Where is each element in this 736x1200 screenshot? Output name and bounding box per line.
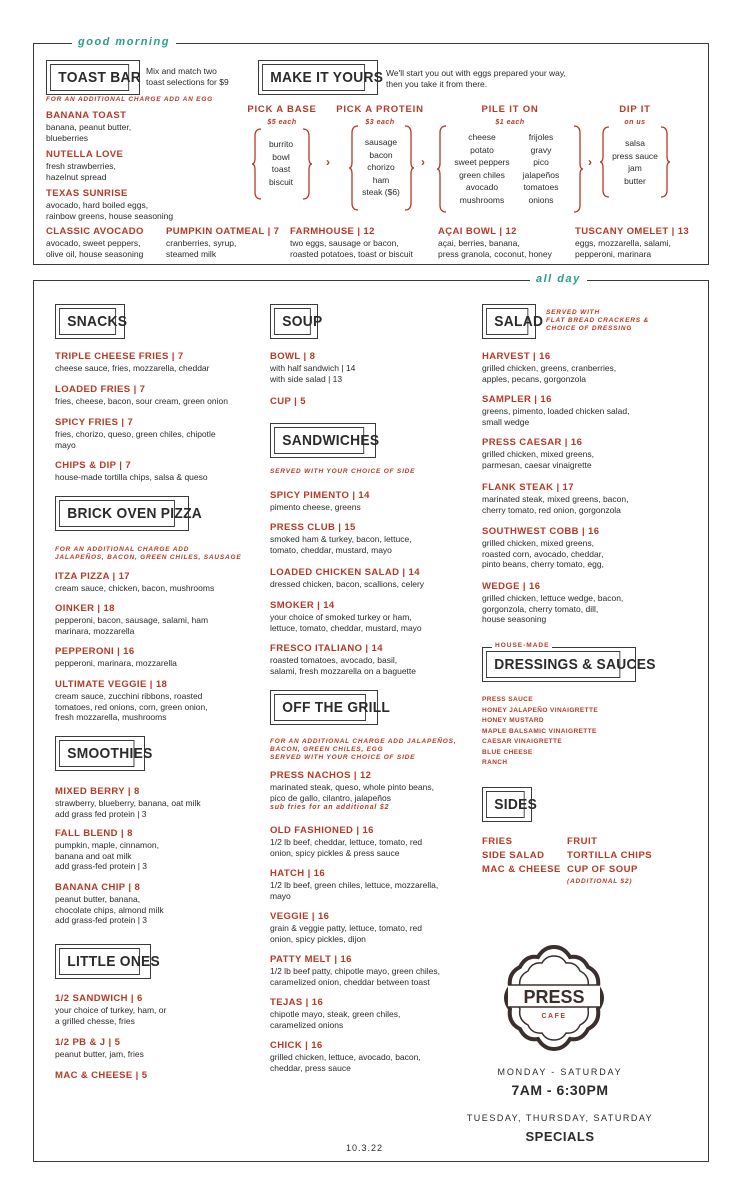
menu-item-spicy-pimento: SPICY PIMENTO | 14 pimento cheese, greens — [270, 490, 370, 512]
menu-item-tuscany-omelet: TUSCANY OMELET | 13 eggs, mozzarella, salami, pepperoni, marinara — [575, 226, 690, 259]
little-ones-heading: LITTLE ONES — [55, 944, 151, 979]
chevron-right-icon: › — [326, 155, 330, 169]
pizza-note: FOR AN ADDITIONAL CHARGE ADD JALAPEÑOS, BACON, GREEN CHILES, SAUSAGE — [55, 546, 242, 561]
sides-col2: FRUIT TORTILLA CHIPS CUP OF SOUP (ADDITIONAL $2) — [567, 836, 653, 885]
make-it-yours-heading: MAKE IT YOURS — [258, 60, 378, 95]
menu-item-southwest-cobb: SOUTHWEST COBB | 16 grilled chicken, mixed greens, roasted corn, avocado, cheddar, pinto beans, cherry tomato, egg, — [482, 526, 604, 569]
menu-item-loaded-fries: LOADED FRIES | 7 fries, cheese, bacon, sour cream, green onion — [55, 384, 228, 406]
menu-item-press-nachos: PRESS NACHOS | 12 marinated steak, queso, whole pinto beans, pico de gallo, cilantro, jalapeños sub fries for an additional $2 — [270, 770, 434, 811]
chevron-right-icon: › — [421, 155, 425, 169]
menu-item-banana-chip: BANANA CHIP | 8 peanut butter, banana, chocolate chips, almond milk add grass-fed protein | 3 — [55, 882, 164, 925]
menu-item-soup-bowl: BOWL | 8 with half sandwich | 14 with side salad | 13 — [270, 351, 356, 384]
logo-sub: CAFE — [541, 1013, 567, 1020]
menu-item-chips-dip: CHIPS & DIP | 7 house-made tortilla chips, salsa & queso — [55, 460, 208, 482]
pile-left-brace-icon — [437, 125, 447, 213]
sandwiches-heading: SANDWICHES — [270, 423, 376, 458]
base-options: burrito bowl toast biscuit — [268, 139, 294, 187]
menu-item-wedge: WEDGE | 16 grilled chicken, lettuce wedge, bacon, gorgonzola, cherry tomato, dill, house seasoning — [482, 581, 624, 624]
pile-price: $1 each — [495, 119, 525, 126]
menu-item-loaded-chicken-salad: LOADED CHICKEN SALAD | 14 dressed chicken, bacon, scallions, celery — [270, 567, 425, 589]
logo-name: PRESS — [523, 987, 585, 1007]
dressings-tag: HOUSE-MADE — [492, 642, 552, 649]
protein-price: $3 each — [365, 119, 395, 126]
menu-item-pumpkin-oatmeal: PUMPKIN OATMEAL | 7 cranberries, syrup, steamed milk — [166, 226, 280, 259]
menu-item-mac-cheese-kids: MAC & CHEESE | 5 — [55, 1070, 148, 1081]
dressings-list: PRESS SAUCE HONEY JALAPEÑO VINAIGRETTE HONEY MUSTARD MAPLE BALSAMIC VINAIGRETTE CAESAR VINAIGRETTE BLUE CHEESE RANCH — [482, 696, 599, 766]
dip-price: on us — [624, 119, 646, 126]
menu-item-texas-sunrise: TEXAS SUNRISE avocado, hard boiled eggs, rainbow greens, house seasoning — [46, 188, 174, 221]
menu-item-classic-avocado: CLASSIC AVOCADO avocado, sweet peppers, olive oil, house seasoning — [46, 226, 144, 259]
toast-bar-note: FOR AN ADDITIONAL CHARGE ADD AN EGG — [46, 96, 214, 103]
base-price: $5 each — [267, 119, 297, 126]
sides-heading: SIDES — [482, 787, 532, 822]
step-pile-it-on: PILE IT ON — [481, 104, 539, 115]
press-cafe-logo — [502, 943, 606, 1053]
menu-item-hatch: HATCH | 16 1/2 lb beef, green chiles, lettuce, mozzarella, mayo — [270, 868, 439, 901]
specials-days: TUESDAY, THURSDAY, SATURDAY — [466, 1113, 654, 1123]
menu-item-soup-cup: CUP | 5 — [270, 396, 306, 407]
menu-item-triple-cheese-fries: TRIPLE CHEESE FRIES | 7 cheese sauce, fries, mozzarella, cheddar — [55, 351, 210, 373]
breakfast-label: good morning — [72, 36, 176, 48]
dip-options: salsa press sauce jam butter — [612, 138, 658, 186]
allday-label: all day — [530, 273, 587, 285]
menu-item-harvest-salad: HARVEST | 16 grilled chicken, greens, cranberries, apples, pecans, gorgonzola — [482, 351, 617, 384]
grill-heading: OFF THE GRILL — [270, 690, 378, 725]
menu-item-smoker: SMOKER | 14 your choice of smoked turkey or ham, lettuce, tomato, cheddar, mustard, mayo — [270, 600, 422, 633]
soup-heading: SOUP — [270, 304, 318, 339]
menu-item-veggie-burger: VEGGIE | 16 grain & veggie patty, lettuce, tomato, red onion, spicy pickles, dijon — [270, 911, 422, 944]
menu-item-chick: CHICK | 16 grilled chicken, lettuce, avocado, bacon, cheddar, press sauce — [270, 1040, 421, 1073]
menu-date: 10.3.22 — [346, 1143, 384, 1153]
step-pick-a-protein: PICK A PROTEIN — [336, 104, 424, 115]
menu-item-half-sandwich: 1/2 SANDWICH | 6 your choice of turkey, ham, or a grilled chesse, fries — [55, 993, 167, 1026]
pizza-heading: BRICK OVEN PIZZA — [55, 496, 189, 531]
pile-right-brace-icon — [573, 125, 583, 213]
grill-note: FOR AN ADDITIONAL CHARGE ADD JALAPEÑOS, BACON, GREEN CHILES, EGG SERVED WITH YOUR CHOICE OF SIDE — [270, 738, 457, 761]
step-dip-it: DIP IT — [619, 104, 651, 115]
menu-item-ultimate-veggie: ULTIMATE VEGGIE | 18 cream sauce, zucchini ribbons, roasted tomatoes, red onions, corn, green onion, fresh mozzarella, mushrooms — [55, 679, 208, 722]
salad-note: SERVED WITH FLAT BREAD CRACKERS & CHOICE OF DRESSING — [546, 309, 649, 332]
menu-item-itza-pizza: ITZA PIZZA | 17 cream sauce, chicken, bacon, mushrooms — [55, 571, 215, 593]
menu-item-half-pbj: 1/2 PB & J | 5 peanut butter, jam, fries — [55, 1037, 144, 1059]
toast-bar-heading: TOAST BAR — [46, 60, 140, 95]
menu-item-fresco-italiano: FRESCO ITALIANO | 14 roasted tomatoes, avocado, basil, salami, fresh mozzarella on a baguette — [270, 643, 416, 676]
smoothies-heading: SMOOTHIES — [55, 736, 145, 771]
menu-item-nutella-love: NUTELLA LOVE fresh strawberries, hazelnut spread — [46, 149, 124, 182]
menu-item-farmhouse: FARMHOUSE | 12 two eggs, sausage or bacon, roasted potatoes, toast or biscuit — [290, 226, 413, 259]
toast-bar-desc: Mix and match two toast selections for $9 — [146, 66, 229, 87]
dressings-heading: DRESSINGS & SAUCES — [482, 647, 636, 682]
menu-item-patty-melt: PATTY MELT | 16 1/2 lb beef patty, chipotle mayo, green chiles, caramelized onion, cheddar between toast — [270, 954, 440, 987]
menu-item-press-caesar: PRESS CAESAR | 16 grilled chicken, mixed greens, parmesan, caesar vinaigrette — [482, 437, 594, 470]
hours-days: MONDAY - SATURDAY — [497, 1067, 623, 1077]
make-it-yours-desc: We'll start you out with eggs prepared your way, then you take it from there. — [386, 68, 566, 89]
menu-item-old-fashioned: OLD FASHIONED | 16 1/2 lb beef, cheddar, lettuce, tomato, red onion, spicy pickles & press sauce — [270, 825, 423, 858]
sandwiches-note: SERVED WITH YOUR CHOICE OF SIDE — [270, 468, 416, 475]
step-pick-a-base: PICK A BASE — [247, 104, 317, 115]
menu-item-oinker: OINKER | 18 pepperoni, bacon, sausage, salami, ham marinara, mozzarella — [55, 603, 209, 636]
specials-label: SPECIALS — [525, 1129, 595, 1144]
menu-item-press-club: PRESS CLUB | 15 smoked ham & turkey, bacon, lettuce, tomato, cheddar, mustard, mayo — [270, 522, 412, 555]
menu-item-mixed-berry: MIXED BERRY | 8 strawberry, blueberry, banana, oat milk add grass fed protein | 3 — [55, 786, 201, 819]
menu-item-fall-blend: FALL BLEND | 8 pumpkin, maple, cinnamon, banana and oat milk add grass-fed protein | 3 — [55, 828, 159, 871]
protein-options: sausage bacon chorizo ham steak ($6) — [362, 137, 400, 197]
pile-options-col2: frijoles gravy pico jalapeños tomatoes onions — [522, 132, 560, 205]
menu-item-tejas: TEJAS | 16 chipotle mayo, steak, green chiles, caramelized onions — [270, 997, 401, 1030]
salad-heading: SALAD — [482, 304, 536, 339]
menu-item-spicy-fries: SPICY FRIES | 7 fries, chorizo, queso, green chiles, chipotle mayo — [55, 417, 216, 450]
menu-item-banana-toast: BANANA TOAST banana, peanut butter, blueberries — [46, 110, 132, 143]
hours-time: 7AM - 6:30PM — [511, 1082, 609, 1098]
menu-item-sampler-salad: SAMPLER | 16 greens, pimento, loaded chicken salad, small wedge — [482, 394, 630, 427]
pile-options-col1: cheese potato sweet peppers green chiles avocado mushrooms — [454, 132, 510, 205]
chevron-right-icon: › — [588, 155, 592, 169]
sides-col1: FRIES SIDE SALAD MAC & CHEESE — [482, 836, 561, 875]
menu-item-flank-steak: FLANK STEAK | 17 marinated steak, mixed greens, bacon, cherry tomato, red onion, gorgonzola — [482, 482, 629, 515]
snacks-heading: SNACKS — [55, 304, 125, 339]
menu-item-acai-bowl: AÇAI BOWL | 12 açai, berries, banana, press granola, coconut, honey — [438, 226, 552, 259]
menu-item-pepperoni: PEPPERONI | 16 pepperoni, marinara, mozzarella — [55, 646, 177, 668]
